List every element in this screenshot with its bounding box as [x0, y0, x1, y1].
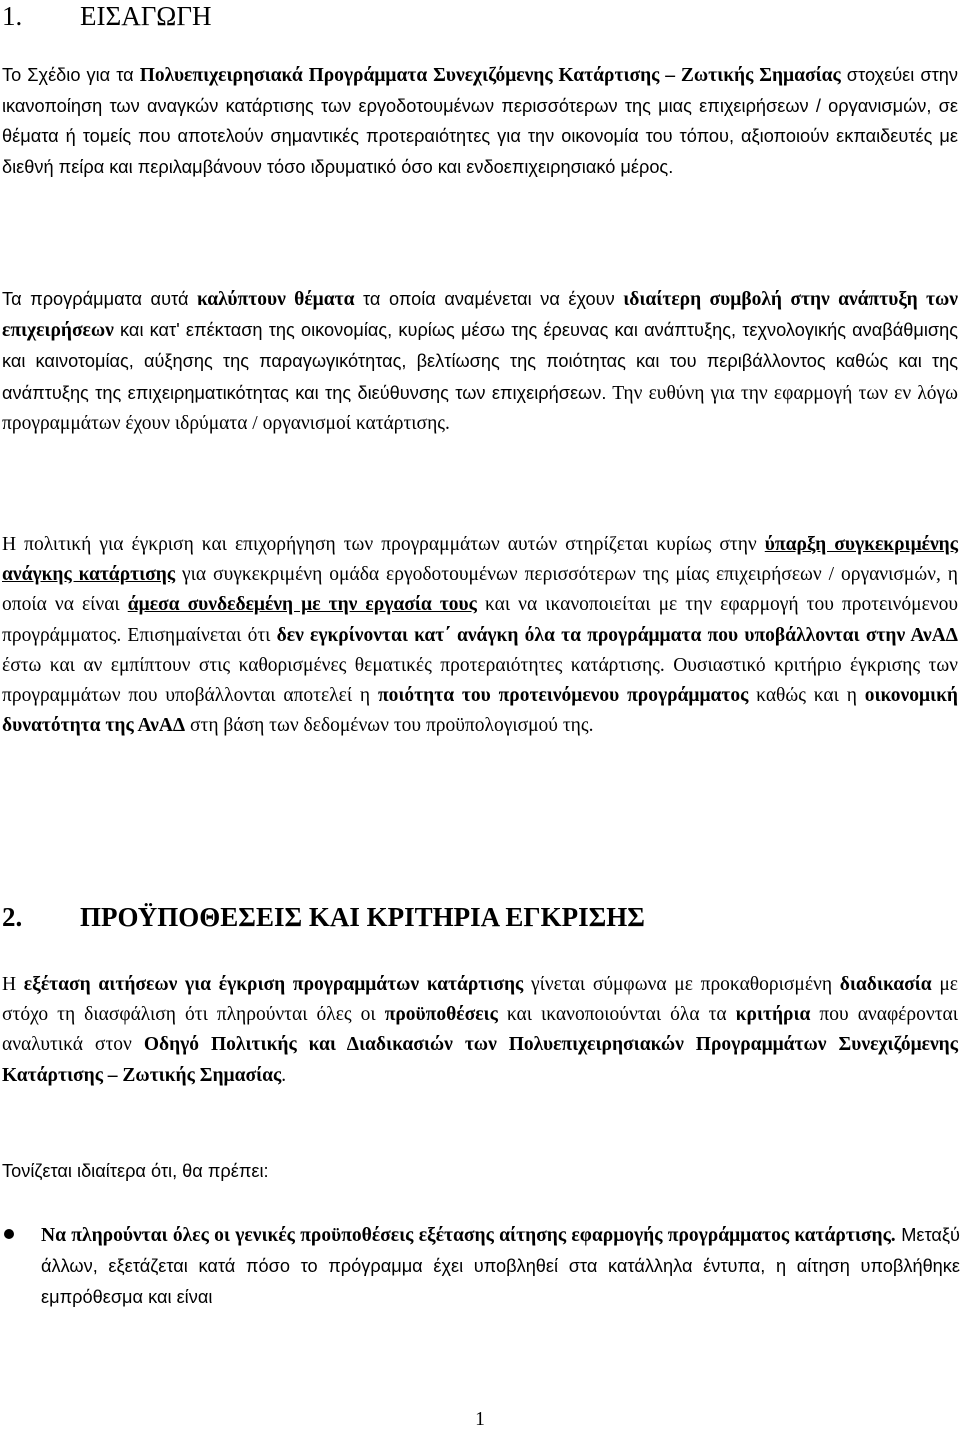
text-run: για συγκεκριμένη ομάδα εργοδοτουμένων περισσότερων της μίας επιχειρήσεων / οργανισμών, η οποία να είναι	[2, 564, 958, 616]
text-run: τα οποία αναμένεται να έχουν	[354, 289, 624, 309]
bold-underlined-text-run: άμεσα συνδεδεμένη με την εργασία τους	[127, 594, 477, 616]
text-run: και ικανοποιούνται όλα τα	[497, 1004, 736, 1026]
text-run: Μεταξύ άλλων, εξετάζεται κατά πόσο το πρόγραμμα έχει υποβληθεί στα κατάλληλα έντυπα, η αίτηση υποβλήθηκε εμπρόθεσμα και είναι	[41, 1225, 960, 1308]
bold-text-run: δεν εγκρίνονται κατ΄ ανάγκη όλα τα προγράμματα που υποβάλλονται στην ΑνΑΔ	[276, 624, 959, 646]
text-run: Τονίζεται ιδιαίτερα ότι, θα πρέπει:	[2, 1161, 269, 1181]
text-run: που αναφέρονται αναλυτικά στον	[2, 1004, 958, 1056]
bold-text-run: εξέταση αιτήσεων για έγκριση προγραμμάτων κατάρτισης	[23, 974, 524, 995]
text-run: στη βάση των δεδομένων του προϋπολογισμού της.	[185, 715, 594, 737]
bold-text-run: Πολυεπιχειρησιακά Προγράμματα Συνεχιζόμενης Κατάρτισης – Ζωτικής Σημασίας	[139, 65, 841, 86]
text-run: Τα προγράμματα αυτά	[2, 289, 197, 309]
section-title: ΕΙΣΑΓΩΓΗ	[80, 1, 212, 31]
section-number: 1.	[2, 1, 23, 31]
text-run: στοχεύει στην ικανοποίηση των αναγκών κατάρτισης των εργοδοτουμένων περισσότερων της μιας επιχειρήσεων / οργανισμών, σε θέματα ή τομείς που αποτελούν σημαντικές προτεραιότητες για την οικονομία του τόπου, αξιοποιούν εκπαιδευτές με διεθνή πείρα και περιλαμβάνουν τόσο ιδρυματικό όσο και ενδοεπιχειρησιακό μέρος.	[2, 65, 958, 177]
paragraph-topics	[2, 284, 958, 439]
bold-text-run: καλύπτουν θέματα	[196, 289, 355, 310]
section-1-heading	[2, 0, 902, 32]
text-run: Η πολιτική για έγκριση και επιχορήγηση των προγραμμάτων αυτών στηρίζεται κυρίως στην	[2, 534, 765, 555]
paragraph-criteria	[2, 970, 958, 1091]
bold-text-run: προϋποθέσεις	[384, 1004, 498, 1026]
text-run: έστω και αν εμπίπτουν στις καθορισμένες θεματικές προτεραιότητες κατάρτισης. Ουσιαστικό κριτήριο έγκρισης των προγραμμάτων που υποβάλλονται αποτελεί η	[2, 654, 958, 707]
section-2-heading	[2, 901, 902, 933]
section-number: 2.	[2, 902, 23, 932]
bold-text-run: οικονομική δυνατότητα της ΑνΑΔ	[2, 685, 958, 737]
bold-underlined-text-run: ύπαρξη συγκεκριμένης ανάγκης κατάρτισης	[2, 534, 958, 586]
text-run: γίνεται σύμφωνα με προκαθορισμένη	[523, 974, 840, 995]
bold-text-run: διαδικασία	[839, 974, 932, 995]
paragraph-emphasis	[2, 1156, 958, 1186]
text-run: καθώς και η	[748, 685, 865, 707]
section-title: ΠΡΟΫΠΟΘΕΣΕΙΣ ΚΑΙ ΚΡΙΤΗΡΙΑ ΕΓΚΡΙΣΗΣ	[80, 902, 645, 932]
text-run: Την ευθύνη για την εφαρμογή των εν λόγω προγραμμάτων έχουν ιδρύματα / οργανισμοί κατάρτισης.	[2, 382, 958, 434]
text-run: .	[281, 1064, 287, 1086]
bold-text-run: Να πληρούνται όλες οι γενικές προϋποθέσεις εξέτασης αίτησης εφαρμογής προγράμματος κατάρτισης.	[41, 1225, 896, 1246]
text-run: και κατ' επέκταση της οικονομίας, κυρίως μέσω της έρευνας και ανάπτυξης, τεχνολογικής αναβάθμισης και καινοτομίας, αύξησης της παραγωγικότητας, βελτίωσης της ποιότητας και του περιβάλλοντος καθώς και της ανάπτυξης της επιχειρηματικότητας και της διεύθυνσης των επιχειρήσεων.	[2, 320, 958, 403]
bullet-icon	[4, 1229, 14, 1239]
bold-text-run: ποιότητα του προτεινόμενου προγράμματος	[377, 685, 749, 707]
paragraph-intro	[2, 60, 958, 182]
bold-text-run: Οδηγό Πολιτικής και Διαδικασιών των Πολυεπιχειρησιακών Προγραμμάτων Συνεχιζόμενης Κατάρτισης – Ζωτικής Σημασίας	[2, 1034, 958, 1086]
page-number: 1	[475, 1409, 485, 1430]
text-run: και να ικανοποιείται με την εφαρμογή του προτεινόμενου προγράμματος. Επισημαίνεται ότι	[2, 594, 958, 646]
bold-text-run: ιδιαίτερη συμβολή στην ανάπτυξη των επιχειρήσεων	[2, 289, 958, 342]
text-run: Το Σχέδιο για τα	[2, 65, 140, 85]
paragraph-policy	[2, 530, 958, 741]
bullet-text	[41, 1220, 960, 1314]
bold-text-run: κριτήρια	[735, 1004, 811, 1026]
text-run: με στόχο τη διασφάλιση ότι πληρούνται όλες οι	[2, 974, 958, 1026]
text-run: Η	[2, 974, 24, 995]
